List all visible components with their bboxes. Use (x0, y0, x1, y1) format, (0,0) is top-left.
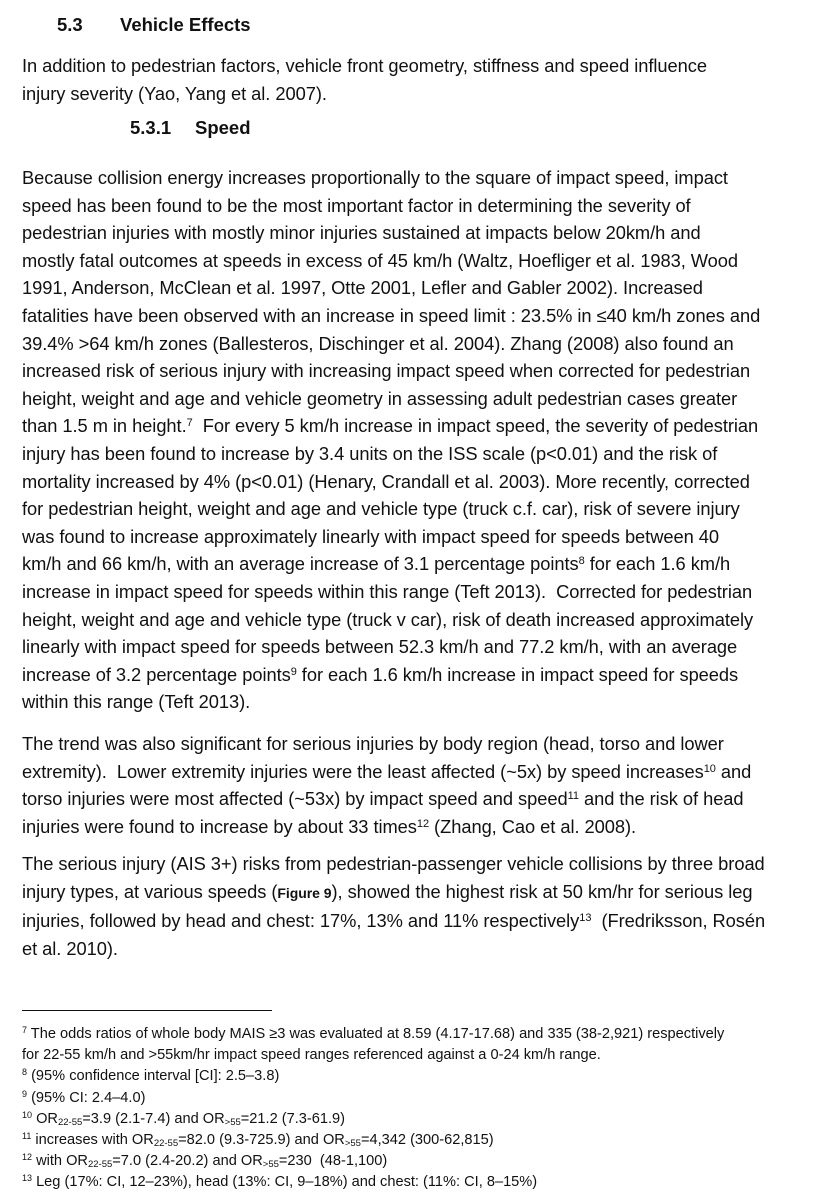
text-line: increase in impact speed for speeds within this range (Teft 2013). Corrected for pedestrian (22, 580, 753, 602)
subscript: 22-55 (87, 1159, 113, 1171)
subsection-title: Speed (195, 117, 251, 138)
text-line: was found to increase approximately linearly with impact speed for speeds between 40 (22, 525, 719, 547)
footnote-text: =7.0 (2.4-20.2) and OR (112, 1153, 263, 1170)
footnote-10 (22, 1109, 724, 1130)
footnote-7-continued: for 22-55 km/h and >55km/hr impact speed ranges referenced against a 0-24 km/h range. (22, 1047, 601, 1064)
text-line: within this range (Teft 2013). (22, 691, 251, 713)
footnote-11 (22, 1130, 724, 1151)
footnote-number: 8 (22, 1067, 28, 1078)
subscript: 22-55 (57, 1116, 83, 1128)
text-line: fatalities have been observed with an increase in speed limit : 23.5% in ≤40 km/h zones and (22, 304, 761, 326)
text-line: injury has been found to increase by 3.4 units on the ISS scale (p<0.01) and the risk of (22, 442, 718, 464)
intro-paragraph (22, 52, 707, 107)
footnote-divider (22, 1010, 272, 1011)
text-run: (Fredriksson, Rosén (591, 910, 766, 932)
footnote-text: =4,342 (300-62,815) (360, 1132, 494, 1149)
footnote-ref-9[interactable]: 9 (290, 665, 297, 678)
text-run: than 1.5 m in height. (22, 415, 187, 437)
footnote-number: 12 (22, 1152, 33, 1163)
footnote-number: 10 (22, 1109, 33, 1120)
text-line: Because collision energy increases proportionally to the square of impact speed, impact (22, 167, 728, 188)
text-run: and the risk of head (578, 788, 744, 810)
text-line (22, 550, 760, 578)
text-run: (Zhang, Cao et al. 2008). (429, 815, 637, 837)
footnote-text: =82.0 (9.3-725.9) and OR (178, 1132, 345, 1149)
text-run: and (715, 760, 752, 782)
footnote-ref-7[interactable]: 7 (186, 417, 193, 430)
footnote-number: 9 (22, 1088, 28, 1099)
text-run: for each 1.6 km/h increase in impact speed for speeds (296, 663, 739, 685)
text-line: et al. 2010). (22, 937, 118, 959)
footnote-ref-8[interactable]: 8 (578, 555, 585, 568)
footnote-13 (22, 1172, 724, 1193)
text-line (22, 907, 765, 935)
text-line: speed has been found to be the most important factor in determining the severity of (22, 194, 691, 216)
footnote-ref-12[interactable]: 12 (416, 817, 430, 830)
footnotes (22, 1024, 724, 1194)
text-run: increase of 3.2 percentage points (22, 663, 291, 685)
text-line (22, 878, 765, 908)
section-heading (57, 14, 251, 36)
text-line: 39.4% >64 km/h zones (Ballesteros, Dischinger et al. 2004). Zhang (2008) also found an (22, 332, 734, 354)
text-line (22, 813, 751, 841)
text-line: mostly fatal outcomes at speeds in excess of 45 km/h (Waltz, Hoefliger et al. 1983, Wood (22, 249, 739, 271)
footnote-text: The odds ratios of whole body MAIS ≥3 was evaluated at 8.59 (4.17-17.68) and 335 (38-2,921) respectively (27, 1026, 725, 1042)
text-run: for each 1.6 km/h (584, 553, 731, 575)
text-line (22, 412, 760, 440)
text-run: injuries were found to increase by about 33 times (22, 815, 417, 837)
footnote-8 (22, 1066, 724, 1087)
text-run: injury types, at various speeds ( (22, 880, 278, 902)
footnote-ref-11[interactable]: 11 (567, 790, 579, 803)
text-line: The trend was also significant for serious injuries by body region (head, torso and lower (22, 733, 724, 754)
text-run: For every 5 km/h increase in impact speed, the severity of pedestrian (192, 415, 759, 437)
footnote-12 (22, 1151, 724, 1172)
footnote-text: (95% confidence interval [CI]: 2.5–3.8) (27, 1068, 280, 1085)
text-run: ), showed the highest risk at 50 km/hr for serious leg (331, 880, 753, 902)
footnote-number: 11 (22, 1131, 32, 1142)
injury-risk-paragraph (22, 850, 765, 962)
text-run: torso injuries were most affected (~53x) by impact speed and speed (22, 788, 568, 810)
text-run: injuries, followed by head and chest: 17%, 13% and 11% respectively (22, 910, 580, 932)
footnote-ref-10[interactable]: 10 (703, 762, 716, 775)
section-number: 5.3 (57, 14, 83, 35)
text-line: increased risk of serious injury with increasing impact speed when corrected for pedestrian (22, 360, 751, 382)
subscript: >55 (344, 1138, 361, 1150)
text-run: extremity). Lower extremity injuries were the least affected (~5x) by speed increases (22, 760, 704, 782)
footnote-text: OR (32, 1110, 58, 1127)
speed-paragraph (22, 164, 760, 716)
footnote-text: (95% CI: 2.4–4.0) (27, 1089, 146, 1106)
text-line: height, weight and age and vehicle geometry in assessing adult pedestrian cases greater (22, 387, 738, 409)
text-line (22, 661, 760, 689)
text-run: km/h and 66 km/h, with an average increase of 3.1 percentage points (22, 553, 579, 575)
footnote-9 (22, 1088, 724, 1109)
text-line: In addition to pedestrian factors, vehicle front geometry, stiffness and speed influence (22, 55, 707, 76)
body-region-paragraph (22, 730, 751, 840)
text-line: height, weight and age and vehicle type (truck v car), risk of death increased approximately (22, 608, 754, 630)
text-line (22, 785, 751, 813)
text-line: 1991, Anderson, McClean et al. 1997, Otte 2001, Lefler and Gabler 2002). Increased (22, 277, 703, 299)
subsection-heading (130, 117, 251, 139)
text-line: The serious injury (AIS 3+) risks from pedestrian-passenger vehicle collisions by three broad (22, 853, 765, 874)
footnote-text: Leg (17%: CI, 12–23%), head (13%: CI, 9–18%) and chest: (11%: CI, 8–15%) (32, 1174, 538, 1191)
footnote-7 (22, 1024, 724, 1045)
footnote-number: 7 (22, 1025, 28, 1035)
text-line: linearly with impact speed for speeds between 52.3 km/h and 77.2 km/h, with an average (22, 636, 738, 658)
text-line (22, 758, 751, 786)
subsection-number: 5.3.1 (130, 117, 172, 138)
footnote-text: with OR (32, 1153, 88, 1170)
figure-9-link[interactable]: Figure 9 (277, 884, 332, 901)
section-title: Vehicle Effects (120, 14, 251, 35)
subscript: >55 (224, 1116, 241, 1128)
subscript: >55 (262, 1159, 279, 1171)
text-line: for pedestrian height, weight and age and vehicle type (truck c.f. car), risk of severe injury (22, 498, 740, 520)
footnote-ref-13[interactable]: 13 (579, 912, 592, 925)
footnote-text: =21.2 (7.3-61.9) (240, 1110, 346, 1127)
subscript: 22-55 (153, 1138, 179, 1150)
footnote-text: =230 (48-1,100) (278, 1153, 388, 1170)
text-line: pedestrian injuries with mostly minor injuries sustained at impacts below 20km/h and (22, 222, 701, 244)
footnote-number: 13 (22, 1173, 33, 1184)
text-line: mortality increased by 4% (p<0.01) (Henary, Crandall et al. 2003). More recently, corrected (22, 470, 750, 492)
footnote-text: increases with OR (31, 1132, 154, 1149)
footnote-text: =3.9 (2.1-7.4) and OR (82, 1110, 225, 1127)
text-line: injury severity (Yao, Yang et al. 2007). (22, 82, 327, 104)
